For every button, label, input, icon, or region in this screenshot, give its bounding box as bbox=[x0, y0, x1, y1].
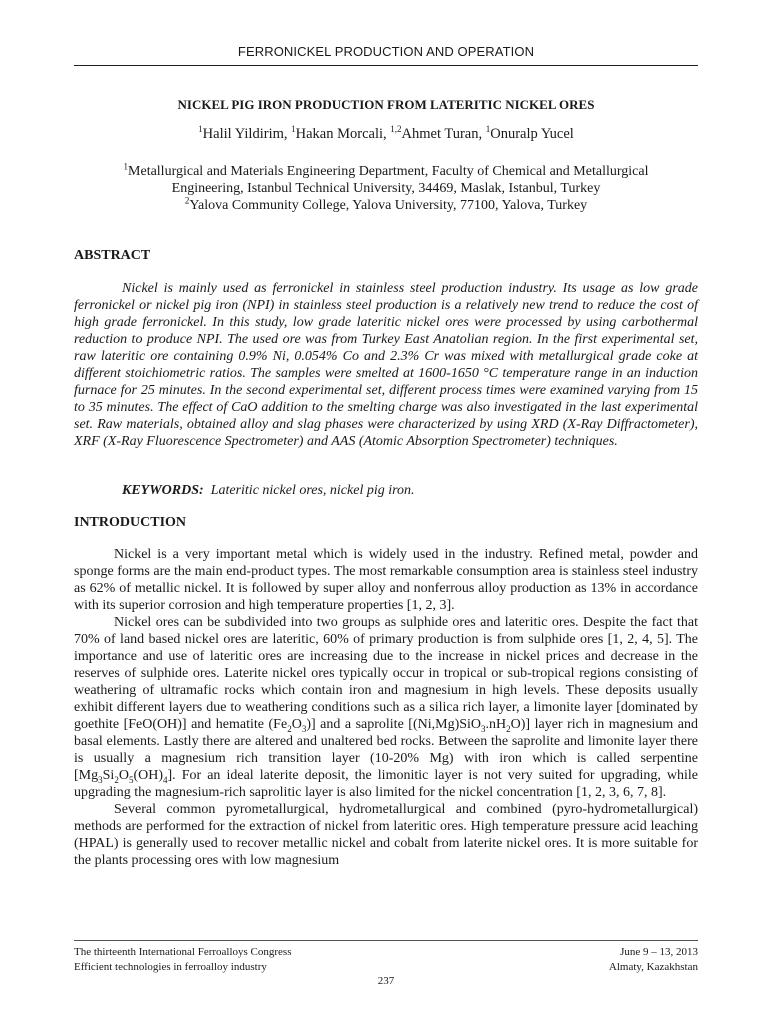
introduction-body bbox=[74, 546, 698, 869]
intro-paragraph-2 bbox=[74, 614, 698, 801]
text-run: Si bbox=[102, 768, 115, 783]
text-run: Nickel ores can be subdivided into two groups as sulphide ores and lateritic ores. Despite the fact that 70% of land based nickel ores are lateritic, 60% of primary production is from sulphide ores [1, 2, 4, 5]. The importance and use of lateritic ores are increasing due to the increase in nickel prices and decrease in the reserves of sulphide ores. Laterite nickel ores typically occur in tropical or sub-tropical regions consisting of weathering of ultramafic rocks which contain iron and magnesium in high levels. These deposits usually exhibit different layers due to weathering conditions such as a silica rich layer, a limonite layer [dominated by goethite [FeO(OH)] and hematite (Fe bbox=[74, 615, 698, 732]
subscript: 5 bbox=[128, 774, 134, 785]
author-name: Hakan Morcali bbox=[295, 126, 384, 142]
author-sup: 1 bbox=[485, 124, 491, 135]
paper-title: NICKEL PIG IRON PRODUCTION FROM LATERITIC NICKEL ORES bbox=[177, 97, 595, 112]
footer-subtitle: Efficient technologies in ferroalloy industry bbox=[74, 961, 267, 973]
affiliation-sup: 2 bbox=[184, 195, 190, 206]
author-sup: 1 bbox=[291, 124, 296, 135]
header-rule bbox=[74, 65, 698, 66]
affiliation-1-cont: Engineering, Istanbul Technical University, 34469, Maslak, Istanbul, Turkey bbox=[171, 181, 601, 196]
subscript: 2 bbox=[114, 774, 119, 785]
introduction-heading: INTRODUCTION bbox=[74, 515, 187, 530]
footer-rule bbox=[74, 940, 698, 941]
text-run: .nH bbox=[485, 717, 507, 732]
text-run: ]. For an ideal laterite deposit, the limonitic layer is not very suited for upgrading, while upgrading the magnesium-rich saprolitic layer is also limited for the nickel concentration [1, 2, 3, 6, 7, 8]. bbox=[74, 768, 698, 800]
subscript: 2 bbox=[506, 723, 511, 734]
author-name: Ahmet Turan bbox=[401, 126, 479, 142]
abstract-text: Nickel is mainly used as ferronickel in stainless steel production industry. Its usage as low grade ferronickel or nickel pig iron (NPI) in stainless steel production is a relatively new trend to reduce the cost of high grade ferronickel. In this study, low grade lateritic nickel ores were processed by using carbothermal reduction to produce NPI. The used ore was from Turkey East Anatolian region. In the first experimental set, raw lateritic ore containing 0.9% Ni, 0.054% Co and 2.3% Cr was mixed with metallurgical grade coke at different stoichiometric ratios. The samples were smelted at 1600-1650 °C temperature range in an induction furnace for 25 minutes. In the second experimental set, different process times were examined varying from 15 to 35 minutes. The effect of CaO addition to the smelting charge was also investigated in the last experimental set. Raw materials, obtained alloy and slag phases were characterized by using XRD (X-Ray Diffractometer), XRF (X-Ray Fluorescence Spectrometer) and AAS (Atomic Absorption Spectrometer) techniques. bbox=[74, 281, 698, 449]
keywords-text: Lateritic nickel ores, nickel pig iron. bbox=[210, 483, 415, 498]
intro-paragraph-3: Several common pyrometallurgical, hydrometallurgical and combined (pyro-hydrometallurgical) methods are performed for the extraction of nickel from lateritic ores. High temperature pressure acid leaching (HPAL) is generally used to recover metallic nickel and cobalt from laterite nickel ores. It is more suitable for the plants processing ores with low magnesium bbox=[74, 802, 698, 868]
author-name: Onuralp Yucel bbox=[490, 126, 574, 142]
author-name: Halil Yildirim bbox=[202, 126, 284, 142]
text-run: O bbox=[291, 717, 302, 732]
abstract-heading: ABSTRACT bbox=[74, 248, 151, 263]
affiliations bbox=[74, 163, 698, 214]
running-header: FERRONICKEL PRODUCTION AND OPERATION bbox=[237, 44, 535, 59]
author-list: $^1$Halil Yildirim, $^1$Hakan Morcali, $^{1,2}$Ahmet Turan, $^1$Onuralp Yucel bbox=[198, 124, 574, 142]
affiliation-line: Yalova Community College, Yalova University, 77100, Yalova, Turkey bbox=[189, 198, 588, 213]
footer-conference: The thirteenth International Ferroalloys Congress bbox=[74, 946, 292, 958]
affiliation-line: Metallurgical and Materials Engineering Department, Faculty of Chemical and Metallurgical bbox=[128, 164, 649, 179]
footer-left bbox=[74, 945, 292, 975]
text-run: O)] layer rich in magnesium and basal elements. Lastly there are altered and unaltered bed rocks. Between the saprolite and limonite layer there is usually a magnesium rich transition layer (10-20% Mg) with iron which is called serpentine [Mg bbox=[74, 717, 699, 783]
paper-page bbox=[74, 0, 698, 1024]
text-run: O bbox=[118, 768, 129, 783]
affiliation-2 bbox=[74, 197, 698, 214]
author-sup: 1,2 bbox=[390, 124, 402, 135]
affiliation-1 bbox=[74, 163, 698, 180]
keywords-line bbox=[122, 483, 698, 499]
footer-location: Almaty, Kazakhstan bbox=[608, 961, 698, 973]
subscript: 3 bbox=[301, 723, 307, 734]
page-number: 237 bbox=[377, 975, 395, 987]
footer-date: June 9 – 13, 2013 bbox=[620, 946, 698, 958]
subscript: 4 bbox=[162, 774, 168, 785]
subscript: 3 bbox=[481, 723, 486, 734]
author-sup: 1 bbox=[198, 124, 203, 135]
subscript: 3 bbox=[98, 774, 103, 785]
affiliation-sup: 1 bbox=[123, 161, 129, 172]
subscript: 2 bbox=[287, 723, 292, 734]
text-run: )] and a saprolite [(Ni,Mg)SiO bbox=[306, 717, 482, 732]
footer-right bbox=[609, 945, 698, 975]
keywords-label: KEYWORDS: bbox=[122, 483, 204, 498]
intro-paragraph-1: Nickel is a very important metal which is widely used in the industry. Refined metal, powder and sponge forms are the main end-product types. The most remarkable consumption area is stainless steel industry as 62% of metallic nickel. It is followed by super alloy and nonferrous alloy production as 13% in accordance with its superior corrosion and high temperature properties [1, 2, 3]. bbox=[74, 547, 698, 613]
text-run: (OH) bbox=[133, 768, 163, 783]
